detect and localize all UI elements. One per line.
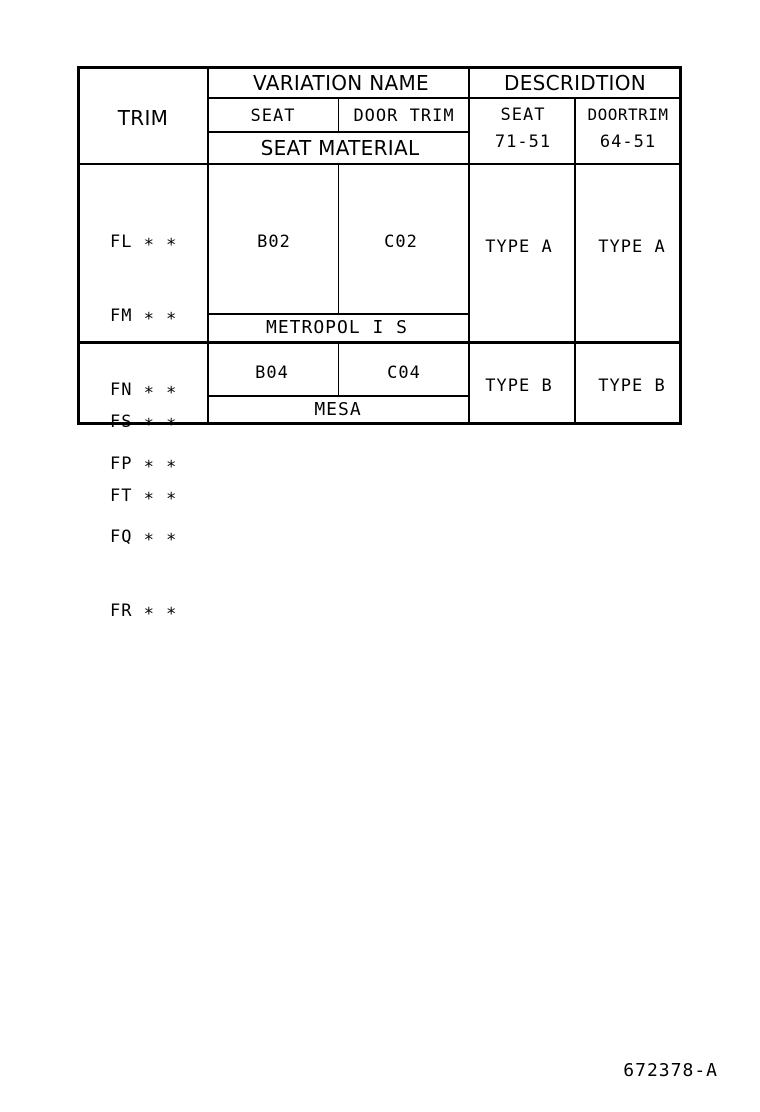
rule-col-seat-1	[338, 163, 339, 314]
trim-code: FM ∗ ∗	[110, 305, 178, 326]
desc-seat-type-1: TYPE A	[485, 237, 553, 257]
trim-code: FQ ∗ ∗	[110, 527, 178, 548]
desc-doortrim-type-1: TYPE A	[598, 237, 666, 257]
seat-material-2: MESA	[314, 399, 362, 420]
figure-code: 672378-A	[623, 1060, 718, 1081]
header-description: DESCRIDTION	[503, 71, 647, 95]
door-trim-code-1: C02	[384, 232, 418, 252]
table-border-right	[679, 66, 682, 425]
table-border-left	[77, 66, 80, 425]
header-desc-doortrim-code: 64-51	[599, 132, 657, 152]
rule-material-2	[208, 395, 470, 397]
trim-code: FL ∗ ∗	[110, 232, 178, 253]
trim-code: FP ∗ ∗	[110, 453, 178, 474]
door-trim-code-2: C04	[387, 363, 421, 383]
trim-code: FR ∗ ∗	[110, 601, 178, 622]
rule-header-row2	[208, 131, 470, 133]
rule-col-trim	[207, 66, 209, 425]
header-door-trim: DOOR TRIM	[353, 106, 455, 126]
table-border-top	[77, 66, 682, 69]
rule-header-bottom	[77, 163, 682, 165]
trim-code: FT ∗ ∗	[110, 485, 178, 506]
header-seat: SEAT	[250, 106, 296, 126]
seat-code-2: B04	[255, 363, 289, 383]
seat-code-1: B02	[257, 232, 291, 252]
header-desc-seat-code: 71-51	[494, 132, 552, 152]
trim-code: FN ∗ ∗	[110, 379, 178, 400]
seat-material-1: METROPOL I S	[265, 317, 409, 338]
header-trim: TRIM	[117, 106, 169, 130]
desc-seat-type-2: TYPE B	[485, 376, 553, 396]
header-desc-doortrim: DOORTRIM	[587, 105, 669, 124]
rule-col-seat-2	[338, 341, 339, 396]
desc-doortrim-type-2: TYPE B	[598, 376, 666, 396]
rule-header-row1	[208, 97, 682, 99]
rule-col-desc	[574, 97, 576, 425]
rule-material-1	[208, 313, 470, 315]
header-variation-name: VARIATION NAME	[253, 71, 429, 95]
trim-code: FS ∗ ∗	[110, 412, 178, 433]
trim-codes-group-2	[110, 361, 177, 558]
rule-col-variation	[468, 66, 470, 425]
header-seat-material: SEAT MATERIAL	[260, 136, 420, 160]
rule-col-seat-header	[338, 97, 339, 132]
header-desc-seat: SEAT	[500, 105, 546, 125]
